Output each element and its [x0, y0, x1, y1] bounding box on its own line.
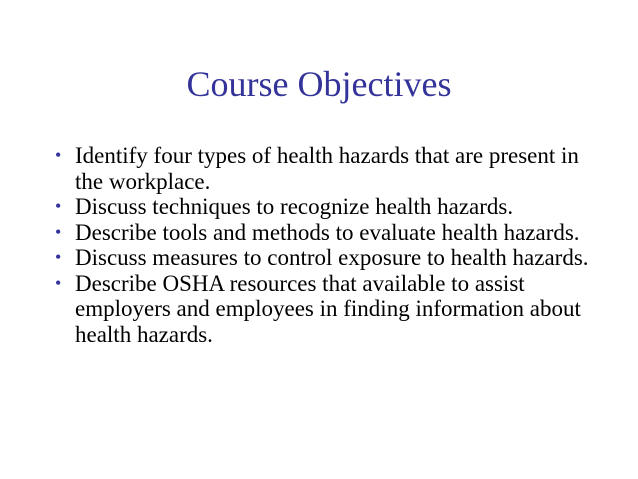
- bullet-icon: •: [55, 272, 62, 293]
- objective-item-2: [50, 194, 590, 220]
- bullet-icon: •: [55, 145, 62, 165]
- objective-text-3: Describe tools and methods to evaluate health hazards.: [75, 219, 580, 245]
- objective-item-4: [50, 245, 590, 271]
- bullet-icon: •: [55, 196, 62, 216]
- objectives-list: [50, 143, 590, 347]
- objective-text-1: Identify four types of health hazards that are present in the workplace.: [75, 143, 579, 194]
- objective-text-4: Discuss measures to control exposure to health hazards.: [75, 245, 589, 270]
- slide-title: Course Objectives: [186, 64, 452, 104]
- objective-item-5: [50, 271, 590, 348]
- objective-item-3: [50, 220, 590, 246]
- objective-text-2: Discuss techniques to recognize health hazards.: [75, 194, 514, 219]
- bullet-icon: •: [55, 221, 62, 242]
- bullet-icon: •: [55, 247, 62, 267]
- objective-text-5: Describe OSHA resources that available to assist employers and employees in finding information about health hazards.: [75, 270, 581, 347]
- objective-item-1: [50, 143, 590, 194]
